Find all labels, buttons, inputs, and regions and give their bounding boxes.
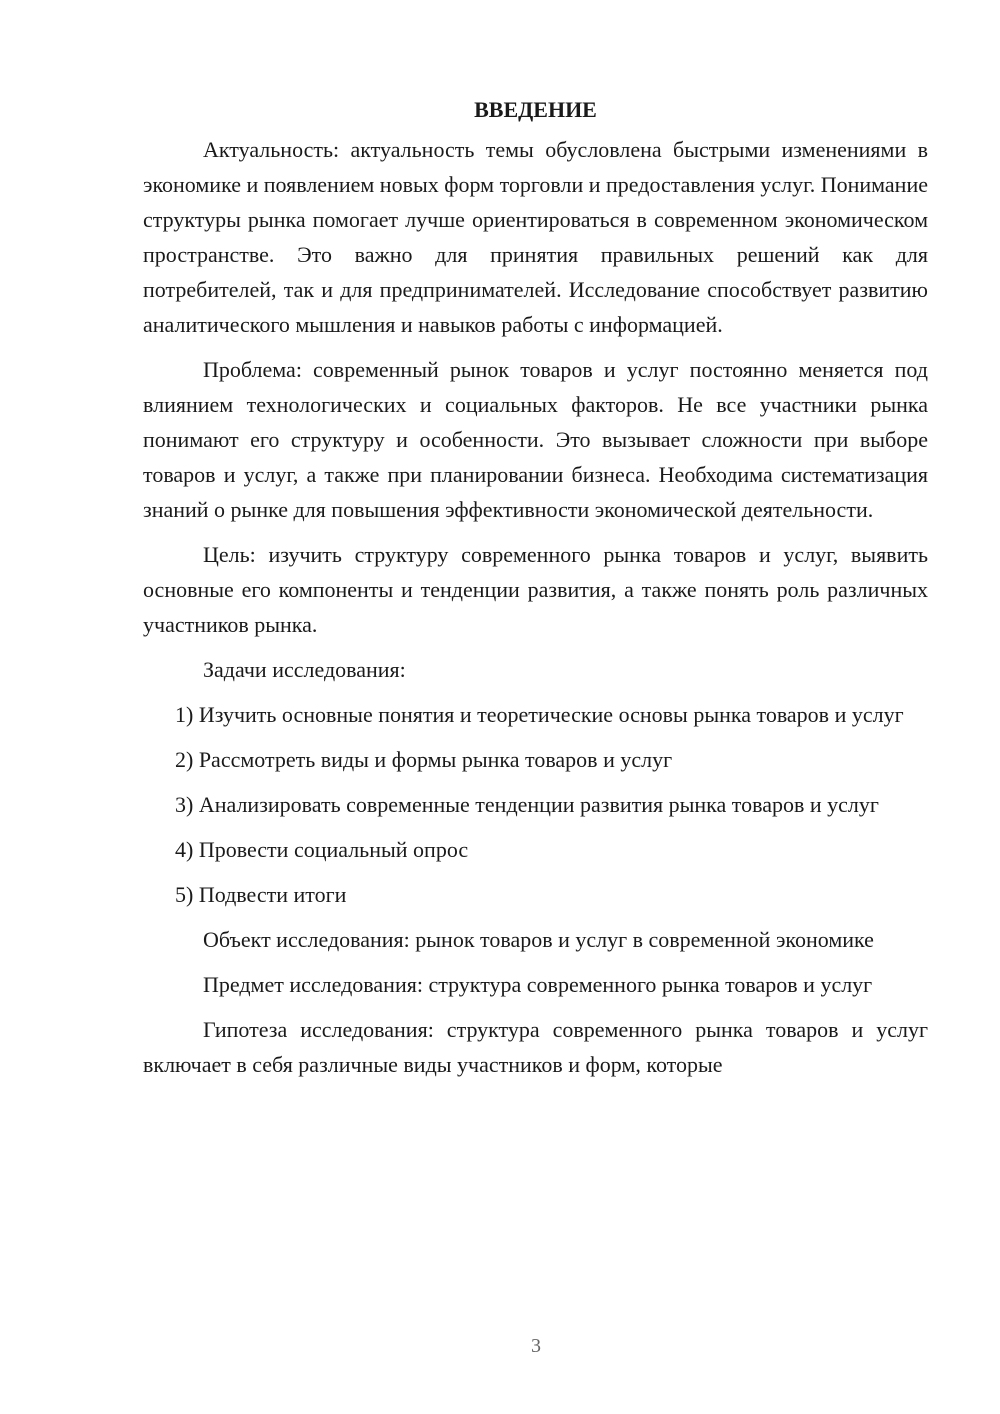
- section-title: ВВЕДЕНИЕ: [474, 97, 597, 122]
- paragraph-subject: Предмет исследования: структура современного рынка товаров и услуг: [203, 972, 873, 997]
- task-item-5: 5) Подвести итоги: [175, 882, 347, 907]
- task-item-3: 3) Анализировать современные тенденции развития рынка товаров и услуг: [175, 792, 879, 817]
- paragraph-goal: Цель: изучить структуру современного рынка товаров и услуг, выявить основные его компоненты и тенденции развития, а также понять роль различных участников рынка.: [143, 542, 928, 637]
- page-number: 3: [531, 1335, 541, 1357]
- paragraph-tasks-heading: Задачи исследования:: [203, 657, 406, 682]
- task-item-2: 2) Рассмотреть виды и формы рынка товаров и услуг: [175, 747, 673, 772]
- paragraph-object: Объект исследования: рынок товаров и услуг в современной экономике: [203, 927, 874, 952]
- task-item-1: 1) Изучить основные понятия и теоретические основы рынка товаров и услуг: [175, 702, 904, 727]
- paragraph-problem: Проблема: современный рынок товаров и услуг постоянно меняется под влиянием технологических и социальных факторов. Не все участники рынка понимают его структуру и особенности. Это вызывает сложности при выборе товаров и услуг, а также при планировании бизнеса. Необходима систематизация знаний о рынке для повышения эффективности экономической деятельности.: [143, 357, 928, 522]
- task-item-4: 4) Провести социальный опрос: [175, 837, 469, 862]
- paragraph-hypothesis: Гипотеза исследования: структура современного рынка товаров и услуг включает в себя различные виды участников и форм, которые: [143, 1017, 928, 1077]
- paragraph-relevance: Актуальность: актуальность темы обусловлена быстрыми изменениями в экономике и появлением новых форм торговли и предоставления услуг. Понимание структуры рынка помогает лучше ориентироваться в современном экономическом пространстве. Это важно для принятия правильных решений как для потребителей, так и для предпринимателей. Исследование способствует развитию аналитического мышления и навыков работы с информацией.: [143, 137, 928, 337]
